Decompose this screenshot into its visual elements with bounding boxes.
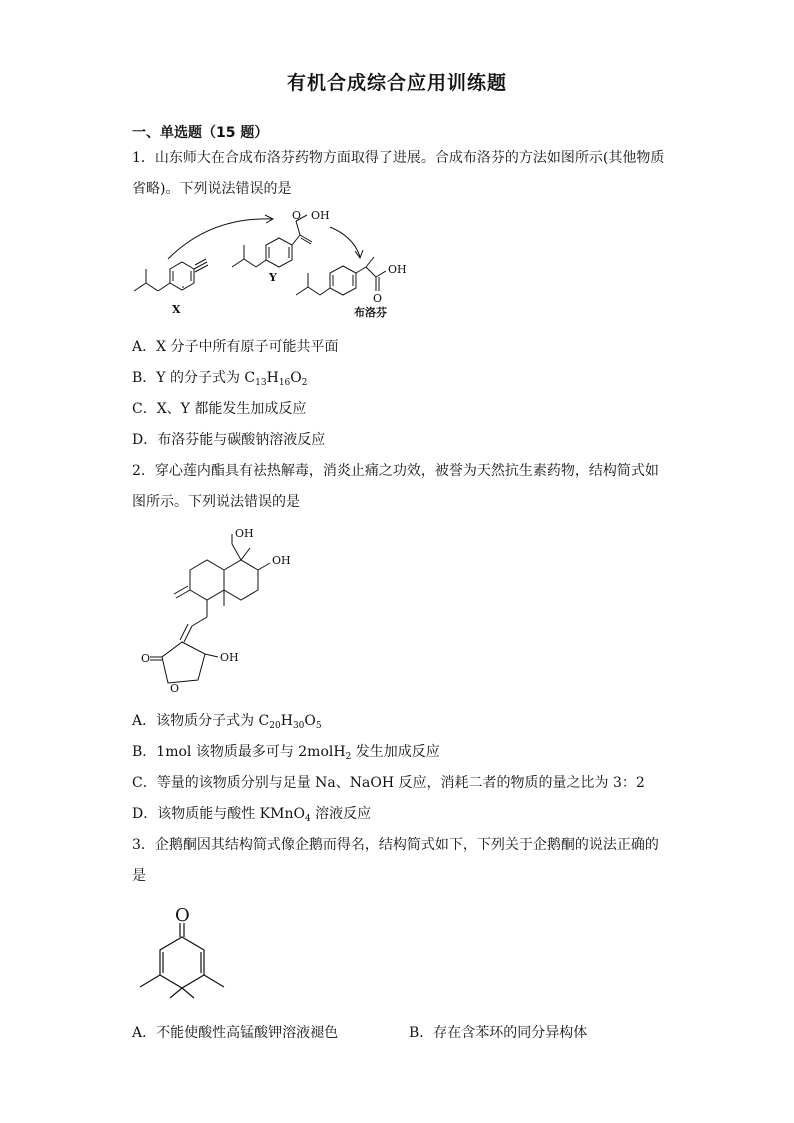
- subscript: 30: [292, 721, 305, 731]
- q1-option-a-text: A．X 分子中所有原子可能共平面: [132, 339, 339, 355]
- q3-option-a-text: A．不能使酸性高锰酸钾溶液褪色: [132, 1025, 339, 1041]
- q1-label-oh-y: OH: [311, 209, 330, 222]
- q2-label-oh-right: OH: [272, 554, 291, 567]
- page-title: 有机合成综合应用训练题: [286, 72, 507, 94]
- q2-option-a-text: A．该物质分子式为 C: [132, 713, 270, 729]
- q1-stem-line1: 1．山东师大在合成布洛芬药物方面取得了进展。合成布洛芬的方法如图所示(其他物质: [132, 150, 665, 166]
- subscript: 5: [315, 721, 322, 731]
- q3-option-b: [409, 1022, 587, 1044]
- q1-option-b-text: B．Y 的分子式为 C: [132, 370, 256, 386]
- q2-option-b-text: B．1mol 该物质最多可与 2molH: [132, 744, 346, 760]
- q1-label-product: 布洛芬: [354, 306, 387, 319]
- q1-option-c: [132, 398, 306, 420]
- q2-option-c: [132, 772, 645, 794]
- q3-stem-line2: 是: [132, 868, 146, 884]
- q3-option-a: [132, 1022, 338, 1044]
- formula-part: O: [304, 713, 316, 729]
- q3-structure-diagram: [0, 895, 794, 1005]
- q1-label-y: Y: [269, 271, 277, 284]
- subscript: 2: [301, 378, 308, 388]
- q2-option-d: [132, 803, 371, 825]
- subscript: 2: [345, 752, 352, 762]
- q2-label-oh-top: OH: [235, 527, 254, 540]
- subscript: 20: [269, 721, 281, 731]
- q2-structure-diagram: [0, 520, 794, 705]
- subscript: 4: [304, 814, 311, 824]
- formula-tail: 溶液反应: [310, 806, 372, 822]
- q2-stem-line1: 2．穿心莲内酯具有祛热解毒，消炎止痛之功效，被誉为天然抗生素药物，结构简式如: [132, 463, 659, 479]
- q3-option-b-text: B．存在含苯环的同分异构体: [409, 1025, 588, 1041]
- q1-label-o-product: O: [373, 292, 383, 305]
- q1-option-a: [132, 336, 339, 358]
- subscript: 16: [278, 378, 291, 388]
- formula-part: H: [280, 713, 293, 729]
- q2-option-b: [132, 741, 440, 763]
- q2-option-d-text: D．该物质能与酸性 KMnO: [132, 806, 305, 822]
- q1-option-d: [132, 429, 325, 451]
- q2-stem-line2: 图所示。下列说法错误的是: [132, 494, 300, 510]
- q2-label-o-ketone: O: [141, 652, 151, 665]
- formula-part: H: [266, 370, 279, 386]
- subscript: 13: [255, 378, 267, 388]
- q1-label-o: O: [292, 209, 302, 222]
- formula-part: O: [290, 370, 302, 386]
- formula-tail: 发生加成反应: [351, 744, 440, 760]
- q1-reaction-diagram: [0, 205, 794, 335]
- q3-stem-line1: 3．企鹅酮因其结构简式像企鹅而得名，结构简式如下，下列关于企鹅酮的说法正确的: [132, 837, 659, 853]
- q1-label-oh-product: OH: [388, 263, 407, 276]
- q2-label-oh-ring: OH: [220, 651, 239, 664]
- section-heading: 一、单选题（15 题）: [132, 125, 269, 141]
- q1-option-b: [132, 367, 308, 389]
- q2-option-a: [132, 710, 322, 732]
- q1-label-x: X: [172, 303, 181, 316]
- q1-stem-line2: 省略)。下列说法错误的是: [132, 181, 292, 197]
- q3-label-o: O: [175, 905, 190, 926]
- q1-option-c-text: C．X、Y 都能发生加成反应: [132, 401, 307, 417]
- q1-option-d-text: D．布洛芬能与碳酸钠溶液反应: [132, 432, 326, 448]
- q2-option-c-text: C．等量的该物质分别与足量 Na、NaOH 反应，消耗二者的物质的量之比为 3：2: [132, 775, 645, 791]
- q2-label-o-ring: O: [170, 682, 180, 695]
